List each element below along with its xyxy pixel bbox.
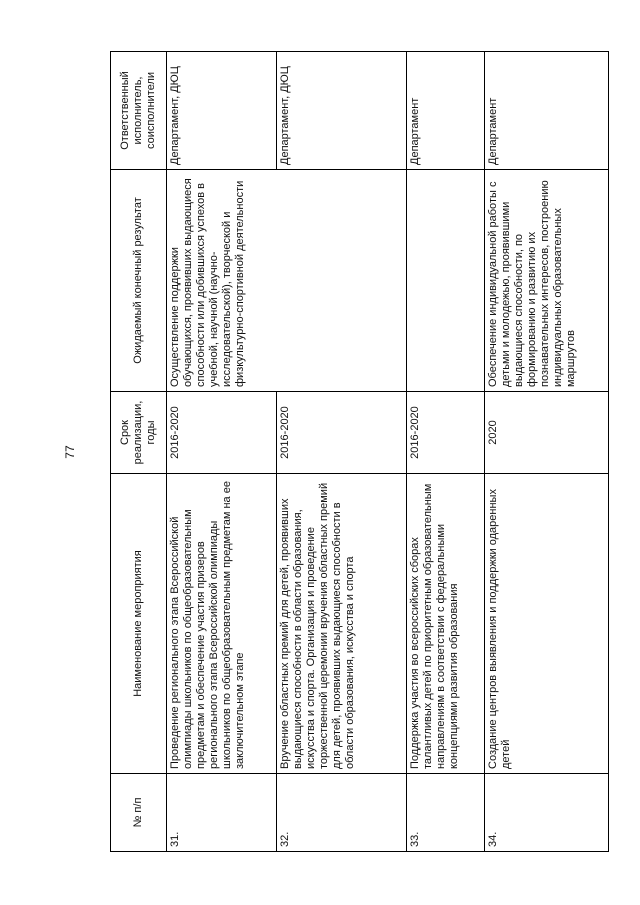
page-number: 77 (63, 445, 77, 459)
table-row (485, 52, 609, 852)
table-header-row (111, 52, 167, 852)
header-responsible: Ответственный исполнитель, соисполнители (111, 52, 167, 170)
row-name: Создание центров выявления и поддержки одаренных детей (485, 474, 609, 774)
row-num: 33. (407, 774, 485, 852)
row-name: Поддержка участия во всероссийских сборах талантливых детей по приоритетным образовательным направлениям в соответствии с федеральными концепциями развития образования (407, 474, 485, 774)
row-result: Обеспечение индивидуальной работы с детьми и молодежью, проявившими выдающиеся способности, по формированию и развитию их познавательных интересов, построению индивидуальных образовательных маршрутов (485, 170, 609, 392)
row-term: 2016-2020 (167, 392, 277, 474)
row-term: 2016-2020 (407, 392, 485, 474)
row-result: Осуществление поддержки обучающихся, проявивших выдающиеся способности или добившихся успехов в учебной, научной (научно-исследовательской), творческой и физкультурно-спортивной деятельности (167, 170, 407, 392)
row-responsible: Департамент, ДЮЦ (277, 52, 407, 170)
row-responsible: Департамент, ДЮЦ (167, 52, 277, 170)
header-num: № п/п (111, 774, 167, 852)
row-num: 34. (485, 774, 609, 852)
row-term: 2020 (485, 392, 609, 474)
row-num: 32. (277, 774, 407, 852)
table-row (407, 52, 485, 852)
header-name: Наименование мероприятия (111, 474, 167, 774)
row-responsible: Департамент (407, 52, 485, 170)
measures-table (110, 51, 609, 852)
table-row (167, 52, 277, 852)
row-responsible: Департамент (485, 52, 609, 170)
row-num: 31. (167, 774, 277, 852)
rotated-page-content (110, 52, 608, 852)
header-term: Срок реализации, годы (111, 392, 167, 474)
row-term: 2016-2020 (277, 392, 407, 474)
header-result: Ожидаемый конечный результат (111, 170, 167, 392)
row-name: Проведение регионального этапа Всероссийской олимпиады школьников по общеобразовательным предметам и обеспечение участия призеров регионального этапа Всероссийской олимпиады школьников по общеобразовательным предметам на ее заключительном этапе (167, 474, 277, 774)
row-result (407, 170, 485, 392)
row-name: Вручение областных премий для детей, проявивших выдающиеся способности в области образования, искусства и спорта. Организация и проведение торжественной церемонии вручения областных премий для детей, проявивших выдающиеся способности в области образования, искусства и спорта (277, 474, 407, 774)
